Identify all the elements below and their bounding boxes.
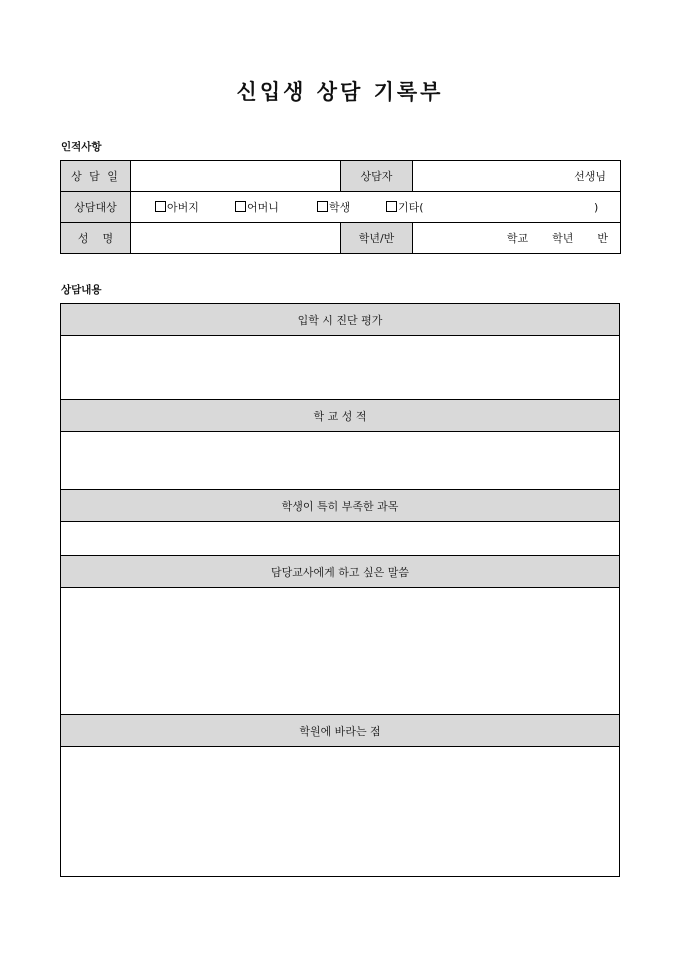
checkbox-icon	[155, 201, 166, 212]
table-row	[61, 304, 620, 336]
checkbox-icon	[235, 201, 246, 212]
table-row	[61, 715, 620, 747]
option-student[interactable]: 학생	[317, 199, 386, 215]
counselor-suffix: 선생님	[574, 170, 606, 183]
table-row	[61, 747, 620, 877]
target-options	[131, 192, 621, 223]
personal-info-table	[60, 160, 621, 254]
date-label: 상 담 일	[61, 161, 131, 192]
option-other[interactable]: 기타(	[386, 199, 594, 215]
section-label-content: 상담내용	[61, 284, 102, 296]
table-row	[61, 192, 621, 223]
counsel-content-table	[60, 303, 620, 877]
name-field[interactable]	[131, 223, 341, 254]
table-row	[61, 490, 620, 522]
grade-field[interactable]	[413, 223, 621, 254]
table-row	[61, 588, 620, 715]
target-label: 상담대상	[61, 192, 131, 223]
counselor-label: 상담자	[341, 161, 413, 192]
section-body[interactable]	[61, 522, 620, 556]
grade-label: 학년/반	[341, 223, 413, 254]
option-other-close: )	[594, 201, 599, 214]
table-row	[61, 432, 620, 490]
date-field[interactable]	[131, 161, 341, 192]
section-header: 학 교 성 적	[61, 400, 620, 432]
name-label: 성 명	[61, 223, 131, 254]
section-body[interactable]	[61, 588, 620, 715]
table-row	[61, 400, 620, 432]
section-header: 학원에 바라는 점	[61, 715, 620, 747]
section-body[interactable]	[61, 336, 620, 400]
table-row	[61, 522, 620, 556]
table-row	[61, 336, 620, 400]
section-header: 입학 시 진단 평가	[61, 304, 620, 336]
school-text: 학교	[506, 232, 529, 245]
section-body[interactable]	[61, 747, 620, 877]
table-row	[61, 223, 621, 254]
class-text: 반	[597, 232, 608, 245]
page-title: 신입생 상담 기록부	[236, 79, 444, 104]
table-row	[61, 556, 620, 588]
section-body[interactable]	[61, 432, 620, 490]
checkbox-icon	[386, 201, 397, 212]
checkbox-icon	[317, 201, 328, 212]
option-mother[interactable]: 어머니	[235, 199, 317, 215]
section-header: 담당교사에게 하고 싶은 말씀	[61, 556, 620, 588]
grade-text: 학년	[552, 232, 574, 245]
table-row	[61, 161, 621, 192]
section-header: 학생이 특히 부족한 과목	[61, 490, 620, 522]
option-father[interactable]: 아버지	[155, 199, 235, 215]
section-label-personal: 인적사항	[61, 141, 102, 153]
counselor-field[interactable]	[413, 161, 621, 192]
